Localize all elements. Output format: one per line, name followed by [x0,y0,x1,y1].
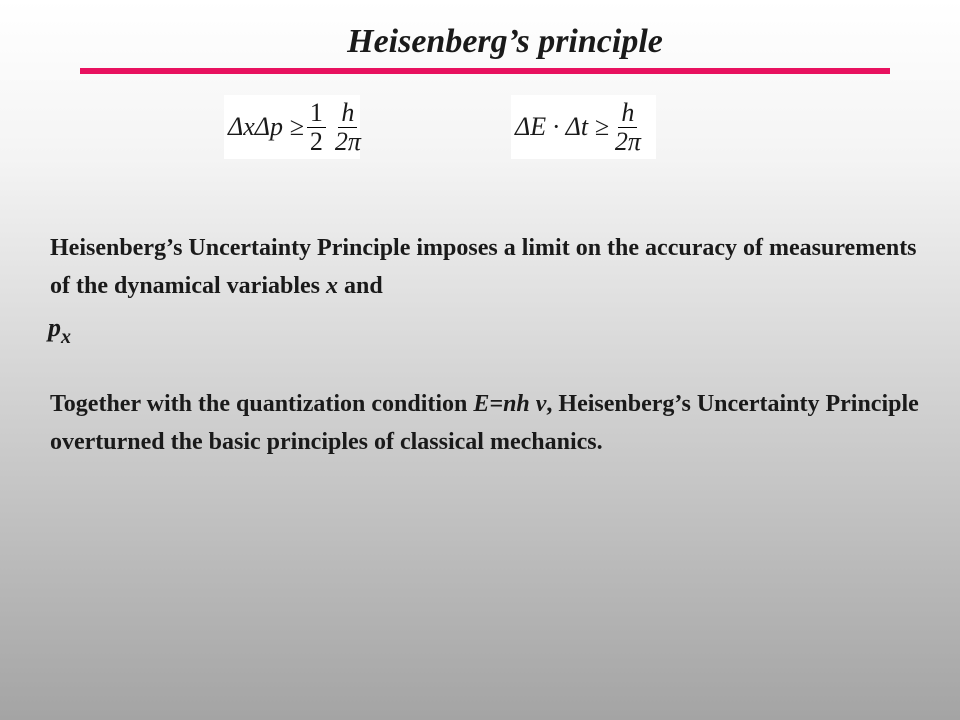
paragraph-text: Heisenberg’s Uncertainty Principle imposes a limit on the accuracy of measurements of the dynamical variables [50,235,917,299]
coefficient-fraction [307,99,326,156]
fraction-numerator: h [618,99,637,128]
paragraph-text: , Heisenberg’s Uncertainty Principle overturned the basic principles of classical mechanics. [50,391,919,455]
quantization-formula: E=nh ν [473,391,547,417]
fraction-denominator: 2π [334,126,361,156]
uncertainty-paragraph [50,229,930,356]
variable-x: x [326,273,338,299]
equation-energy-time [511,95,656,159]
equation-lhs: ΔxΔp ≥ [228,112,304,141]
conjunction-text: and [338,273,383,299]
planck-fraction [612,99,644,156]
equation-position-momentum [224,95,360,159]
fraction-numerator: 1 [307,99,326,128]
paragraph-text: Together with the quantization condition [50,391,474,417]
equation-lhs: ΔE · Δt ≥ [515,112,609,141]
planck-fraction [332,99,364,156]
fraction-denominator: 2π [614,126,641,156]
quantization-paragraph [50,385,930,461]
fraction-numerator: h [338,99,357,128]
slide-title: Heisenberg’s principle [347,23,663,60]
momentum-variable [48,309,930,356]
title-underline [80,68,890,74]
fraction-denominator: 2 [309,126,323,156]
variable-p-subscript: x [61,326,71,348]
variable-p: p [48,313,61,342]
